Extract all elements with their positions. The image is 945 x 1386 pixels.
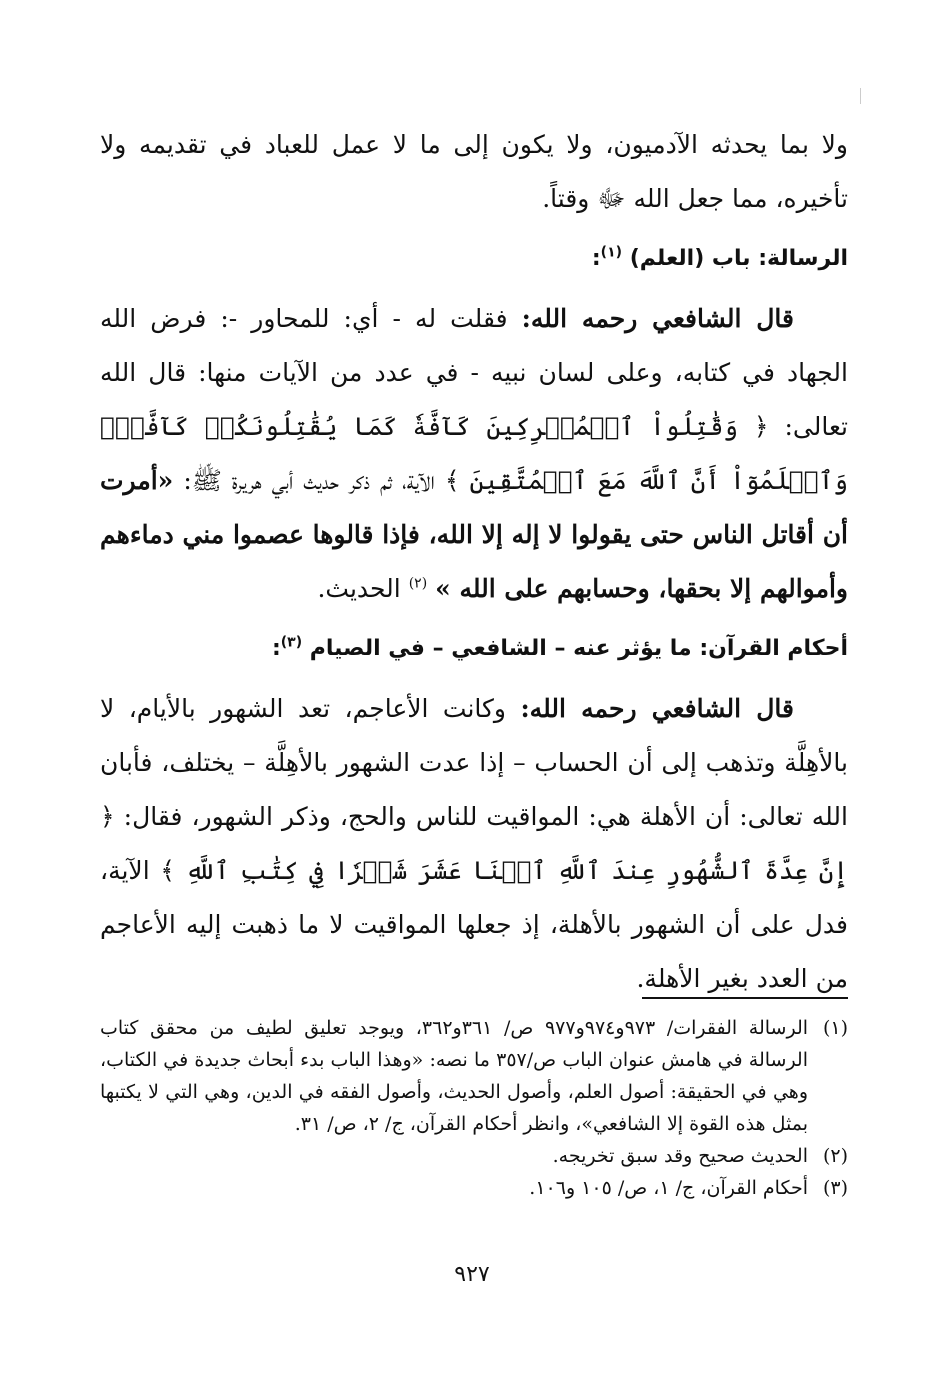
footnote-item [100,1012,848,1140]
footnote-item [100,1140,848,1172]
footnotes [100,1012,848,1204]
heading-text: أحكام القرآن: ما يؤثر عنه – الشافعي – في الصيام [309,636,848,661]
footnote-separator [642,997,848,999]
footnote-text: الحديث صحيح وقد سبق تخريجه. [552,1145,808,1167]
paragraph-text: فقلت له - أي: للمحاور -: فرض الله الجهاد في كتابه، وعلى لسان نبيه - في عدد من الآيات منها: قال الله تعالى: [100,304,848,441]
quran-verse: ﴿ وَقَٰتِلُواْ ٱلۡمُشۡرِكِينَ كَآفَّةٗ كَمَا يُقَٰتِلُونَكُمۡ كَآفَّةٗۚ وَٱعۡلَمُوٓاْ أَنَّ ٱللَّهَ مَعَ ٱلۡمُتَّقِينَ ﴾ [100,412,849,495]
paragraph-text: وكانت الأعاجم، تعد الشهور بالأيام، لا بالأهِلَّة وتذهب إلى أن الحساب – إذا عدت الشهور بالأهِلَّة – يختلف، فأبان الله تعالى: أن الأهلة هي: المواقيت للناس والحج، وذكر الشهور، فقال: [100,694,848,831]
footnote-number: (١) [822,1017,848,1039]
footnote-item [100,1172,848,1204]
footnote-text: أحكام القرآن، ج/ ١، ص/ ١٠٥ و١٠٦. [529,1177,808,1199]
section-heading-risala [100,232,848,286]
paragraph-jihad [100,292,848,616]
footnote-ref-2: (٢) [408,575,428,592]
speaker-lead: قال الشافعي رحمه الله: [520,694,794,723]
speaker-lead: قال الشافعي رحمه الله: [521,304,794,333]
heading-colon: : [271,636,281,661]
heading-text: الرسالة: باب (العلم) [629,246,848,271]
footnote-number: (٢) [822,1145,848,1167]
footnote-number: (٣) [822,1177,848,1199]
footnote-ref-3: (٣) [280,634,303,651]
paragraph-intro: ولا بما يحدثه الآدميون، ولا يكون إلى ما لا عمل للعباد في تقديمه ولا تأخيره، مما جعل الله ﷻ وقتاً. [100,130,848,213]
hadith-quote: «أمرت أن أقاتل الناس حتى يقولوا لا إله إلا الله، فإذا قالوها عصموا مني دماءهم وأموالهم إلا بحقها، وحسابهم على الله » [100,466,848,603]
paragraph-siyam [100,682,848,1006]
page-number: ٩٢٧ [454,1262,490,1287]
paragraph-tail: الحديث. [317,574,401,603]
quran-verse: ﴿ إِنَّ عِدَّةَ ٱلشُّهُورِ عِندَ ٱللَّهِ ٱثۡنَا عَشَرَ شَهۡرٗا فِي كِتَٰبِ ٱللَّهِ ﴾ [100,802,848,885]
paragraph-text: الآية، ثم ذكر حديث أبي هريرة ﷺ: [183,466,435,495]
heading-colon: : [591,246,601,271]
margin-mark [860,88,861,104]
paragraph-text: الآية، فدل على أن الشهور بالأهلة، إذ جعلها المواقيت لا ما ذهبت إليه الأعاجم من العدد بغير الأهلة. [100,856,848,993]
footnote-ref-1: (١) [600,244,623,261]
main-text [100,118,848,1006]
section-heading-ahkam [100,622,848,676]
footnote-text: الرسالة الفقرات/ ٩٧٣و٩٧٤و٩٧٧ ص/ ٣٦١و٣٦٢، ويوجد تعليق لطيف من محقق كتاب الرسالة في هامش عنوان الباب ص/٣٥٧ ما نصه: «وهذا الباب بدء أبحاث جديدة في الكتاب، وهي في الحقيقة: أصول العلم، وأصول الحديث، وأصول الفقه في الدين، وهي التي لا يكتبها بمثل هذه القوة إلا الشافعي»، وانظر أحكام القرآن، ج/ ٢، ص/ ٣١. [100,1017,809,1135]
